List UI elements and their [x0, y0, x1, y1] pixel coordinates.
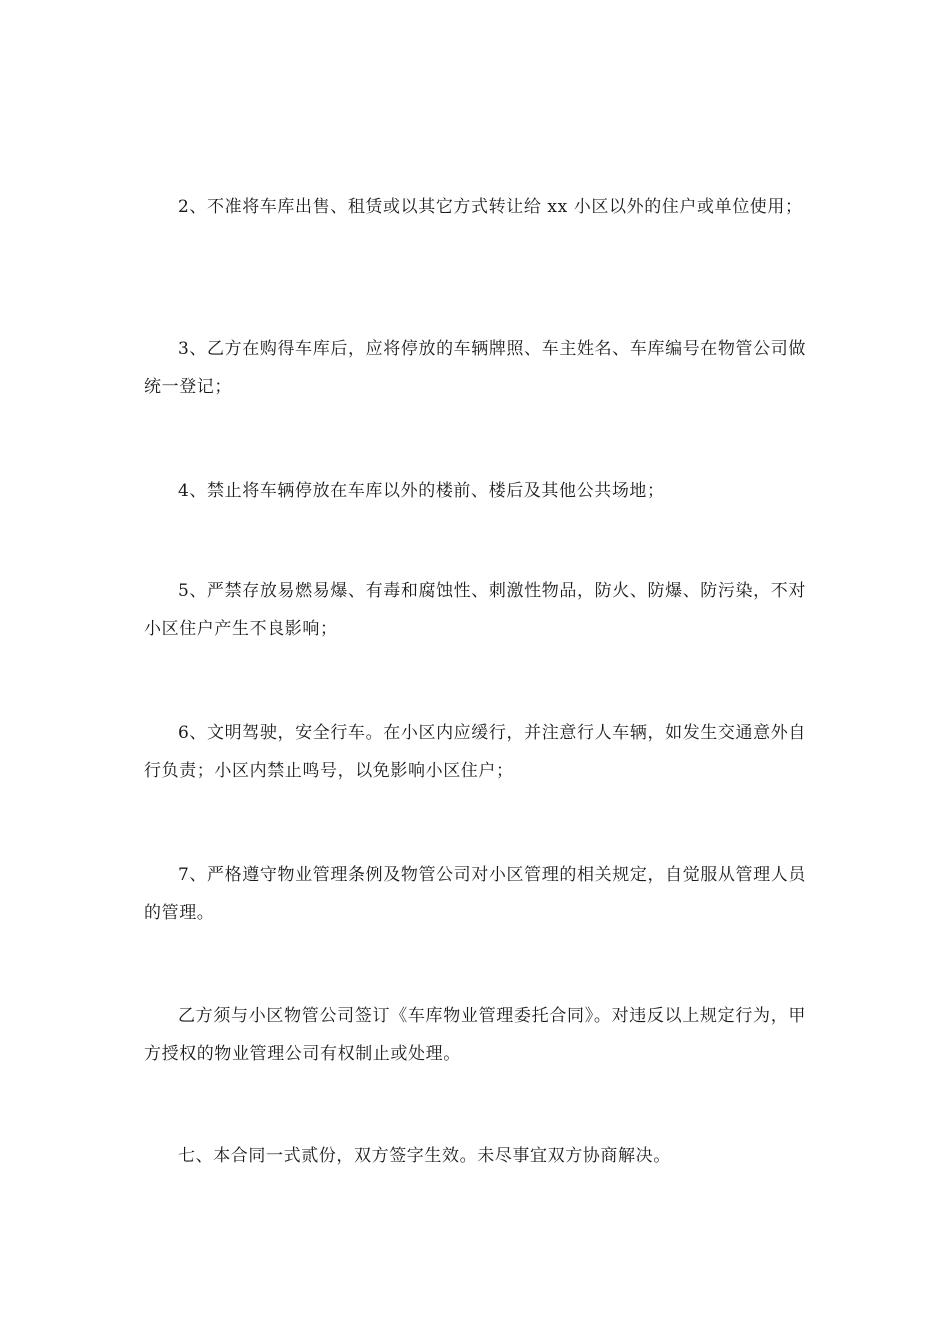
clause-3-paragraph: 3、乙方在购得车库后，应将停放的车辆牌照、车主姓名、车库编号在物管公司做统一登记； — [144, 339, 806, 397]
section-seven-paragraph: 七、本合同一式贰份，双方签字生效。未尽事宜双方协商解决。 — [178, 1146, 671, 1166]
clause-4-paragraph: 4、禁止将车辆停放在车库以外的楼前、楼后及其他公共场地； — [178, 481, 665, 501]
clause-5-paragraph: 5、严禁存放易燃易爆、有毒和腐蚀性、刺激性物品，防火、防爆、防污染，不对小区住户产生不良影响； — [144, 581, 806, 639]
management-contract-paragraph: 乙方须与小区物管公司签订《车库物业管理委托合同》。对违反以上规定行为，甲方授权的物业管理公司有权制止或处理。 — [144, 1006, 806, 1064]
clause-7-paragraph: 7、严格遵守物业管理条例及物管公司对小区管理的相关规定，自觉服从管理人员的管理。 — [144, 865, 806, 923]
clause-6-paragraph: 6、文明驾驶，安全行车。在小区内应缓行，并注意行人车辆，如发生交通意外自行负责；小区内禁止鸣号，以免影响小区住户； — [144, 723, 806, 781]
clause-2-paragraph: 2、不准将车库出售、租赁或以其它方式转让给 xx 小区以外的住户或单位使用； — [178, 197, 803, 217]
